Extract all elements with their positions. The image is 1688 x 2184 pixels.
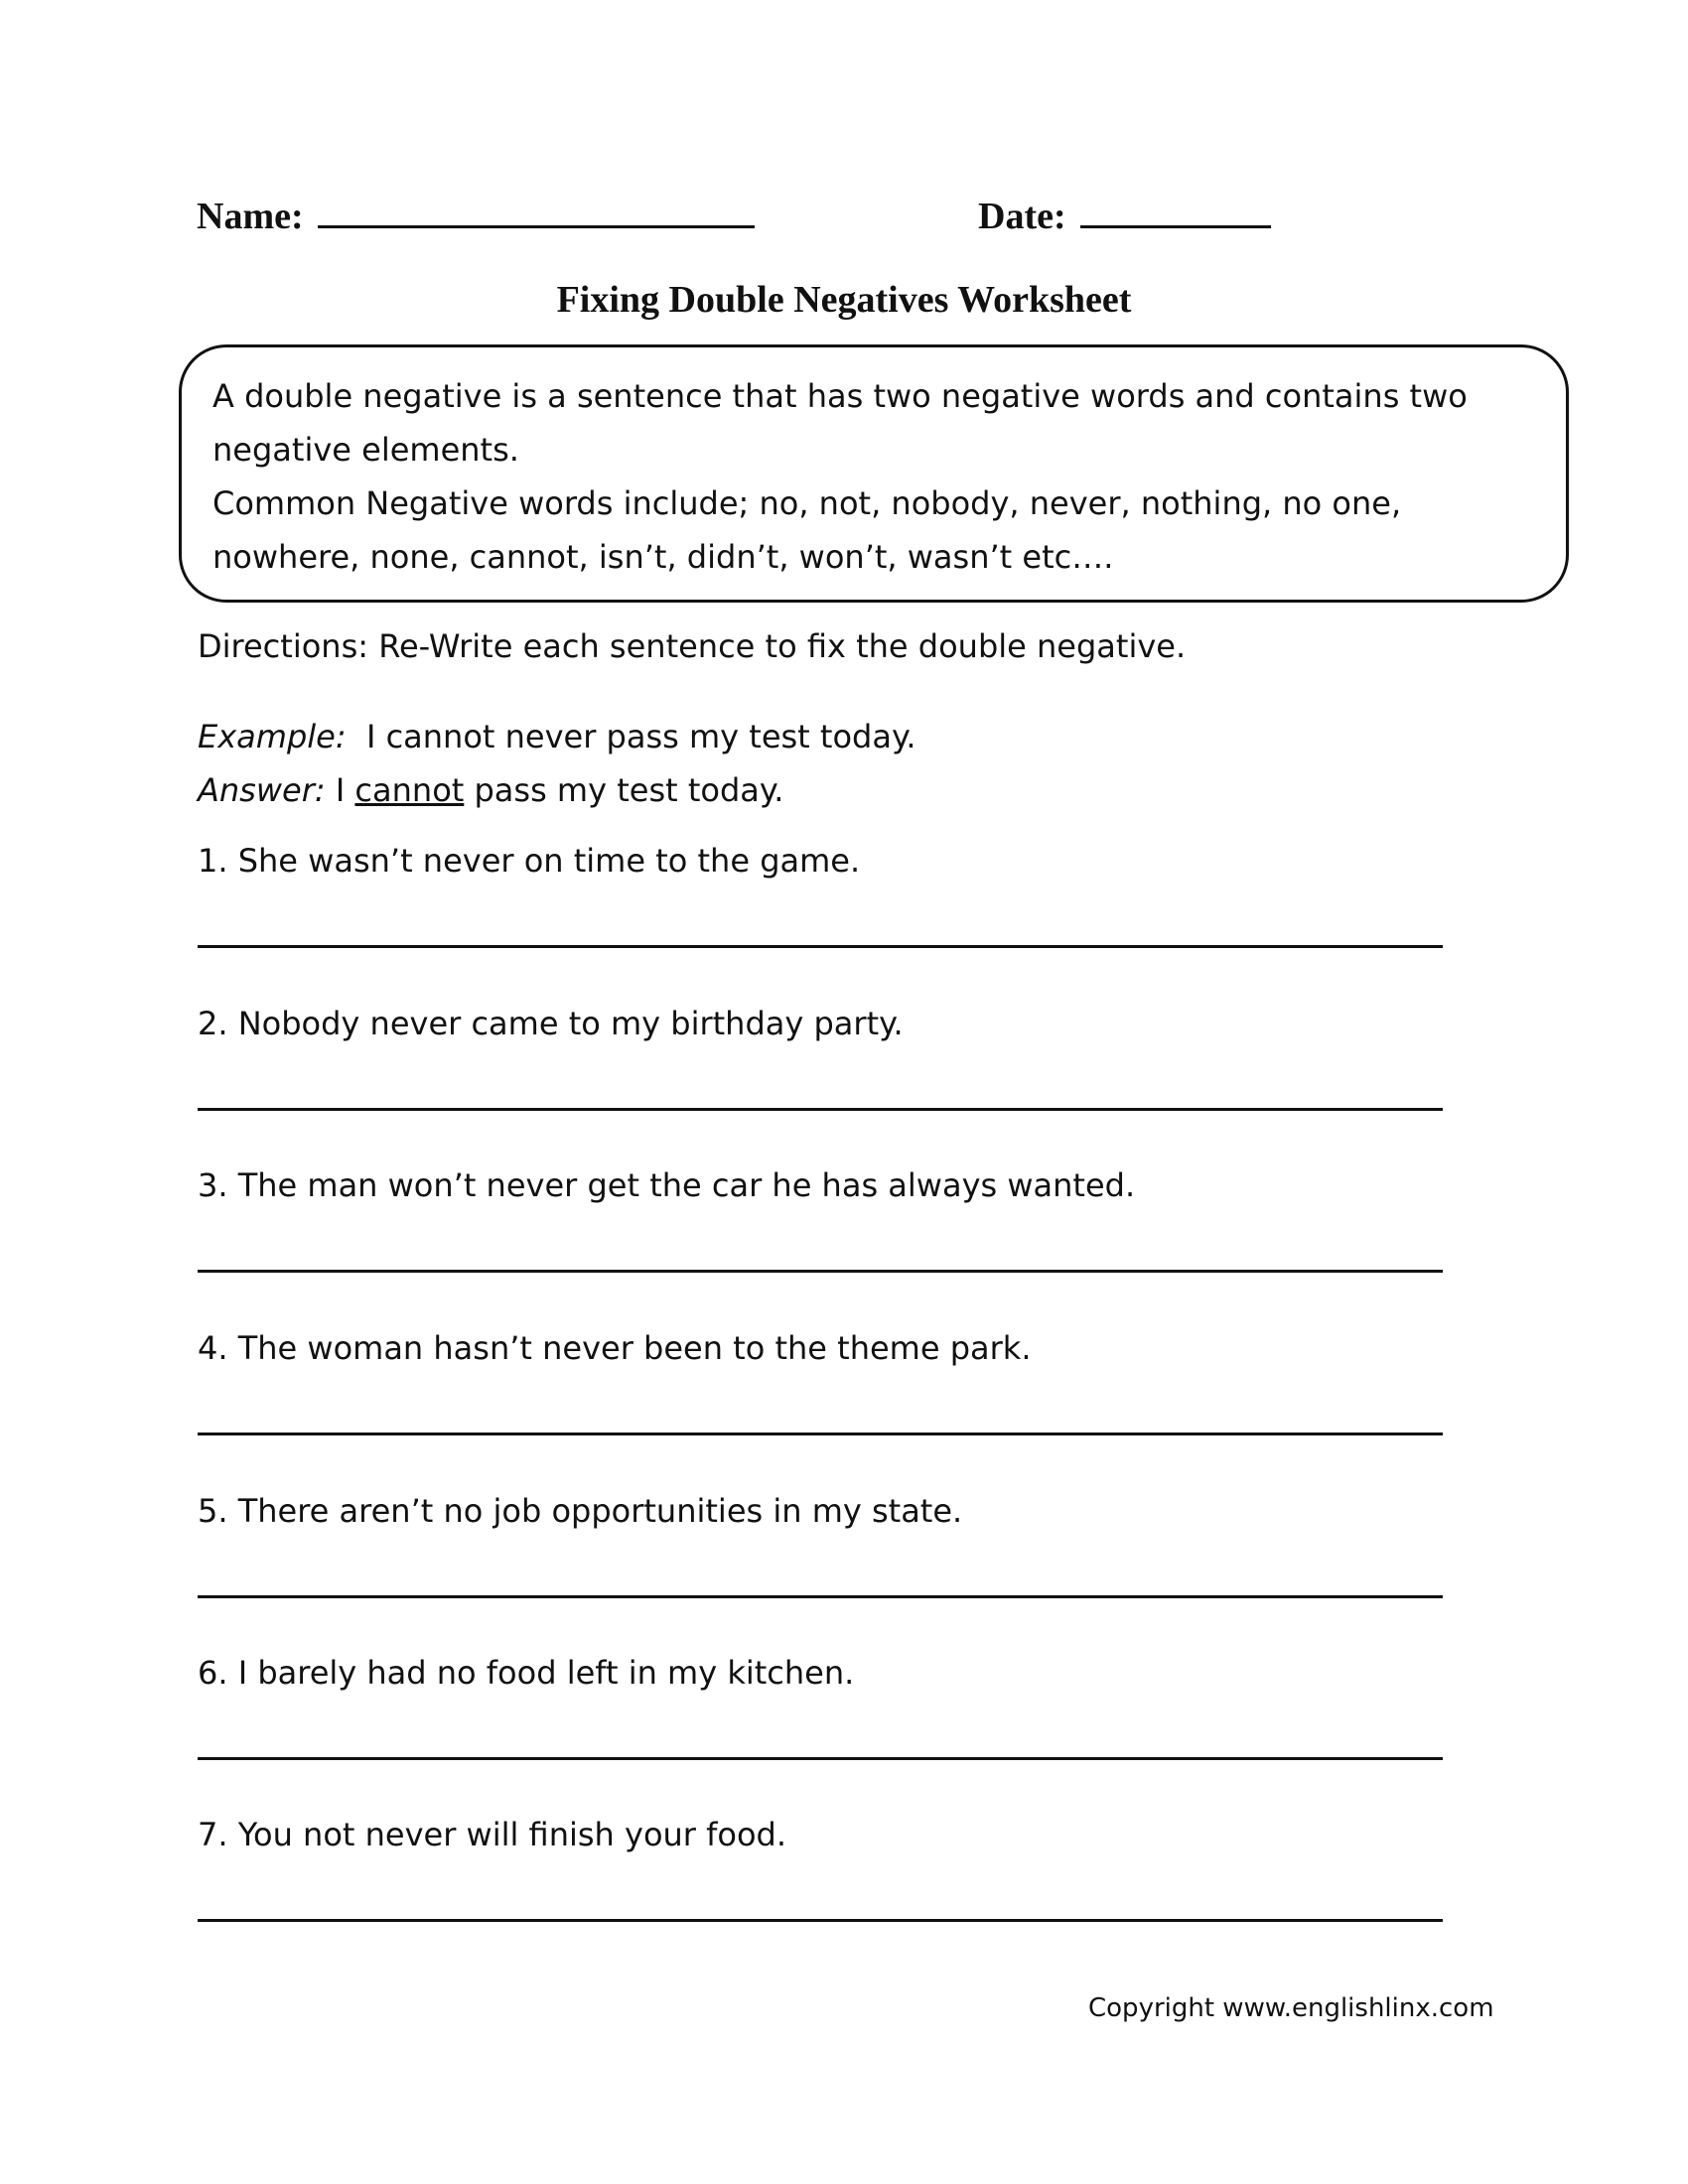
question-text: 7. You not never will finish your food. [198, 1816, 787, 1853]
question-3 [198, 1166, 1449, 1204]
question-text: 2. Nobody never came to my birthday party. [198, 1005, 904, 1042]
directions-text: Directions: Re-Write each sentence to fix the double negative. [198, 627, 1187, 665]
answer-line-text [198, 763, 915, 817]
date-label: Date: [978, 196, 1066, 237]
question-6 [198, 1654, 1449, 1692]
answer-line[interactable] [198, 945, 1443, 948]
answer-line[interactable] [198, 1433, 1443, 1435]
worksheet-title: Fixing Double Negatives Worksheet [556, 279, 1132, 321]
example-text: I cannot never pass my test today. [365, 718, 916, 755]
answer-before: I [335, 771, 346, 809]
question-text: 3. The man won’t never get the car he has always wanted. [198, 1166, 1136, 1204]
example-label: Example: [198, 718, 347, 755]
answer-after: pass my test today. [474, 771, 784, 809]
question-text: 5. There aren’t no job opportunities in my state. [198, 1492, 963, 1530]
question-text: 6. I barely had no food left in my kitchen. [198, 1654, 855, 1692]
example-block [198, 710, 915, 817]
answer-label: Answer: [198, 771, 326, 809]
definition-text: A double negative is a sentence that has two negative words and contains two negative elements. [212, 377, 1468, 469]
name-label: Name: [197, 196, 304, 237]
copyright-footer: Copyright www.englishlinx.com [1088, 1993, 1494, 2023]
name-field-row [197, 195, 755, 238]
answer-line[interactable] [198, 1270, 1443, 1273]
date-field-row [978, 195, 1271, 238]
question-text: 1. She wasn’t never on time to the game. [198, 842, 861, 880]
question-7 [198, 1816, 1449, 1853]
answer-line[interactable] [198, 1919, 1443, 1922]
name-blank-line[interactable] [318, 196, 755, 228]
question-1 [198, 842, 1449, 880]
definition-box [179, 344, 1569, 603]
answer-line[interactable] [198, 1595, 1443, 1598]
example-line [198, 710, 915, 763]
question-2 [198, 1005, 1449, 1042]
answer-underlined-word: cannot [354, 771, 465, 809]
question-text: 4. The woman hasn’t never been to the theme park. [198, 1329, 1032, 1367]
question-4 [198, 1329, 1449, 1367]
answer-line[interactable] [198, 1108, 1443, 1111]
date-blank-line[interactable] [1080, 196, 1271, 228]
question-5 [198, 1492, 1449, 1530]
answer-line[interactable] [198, 1757, 1443, 1760]
common-negative-words-text: Common Negative words include; no, not, nobody, never, nothing, no one, nowhere, none, cannot, isn’t, didn’t, won’t, wasn’t etc…. [212, 484, 1402, 576]
